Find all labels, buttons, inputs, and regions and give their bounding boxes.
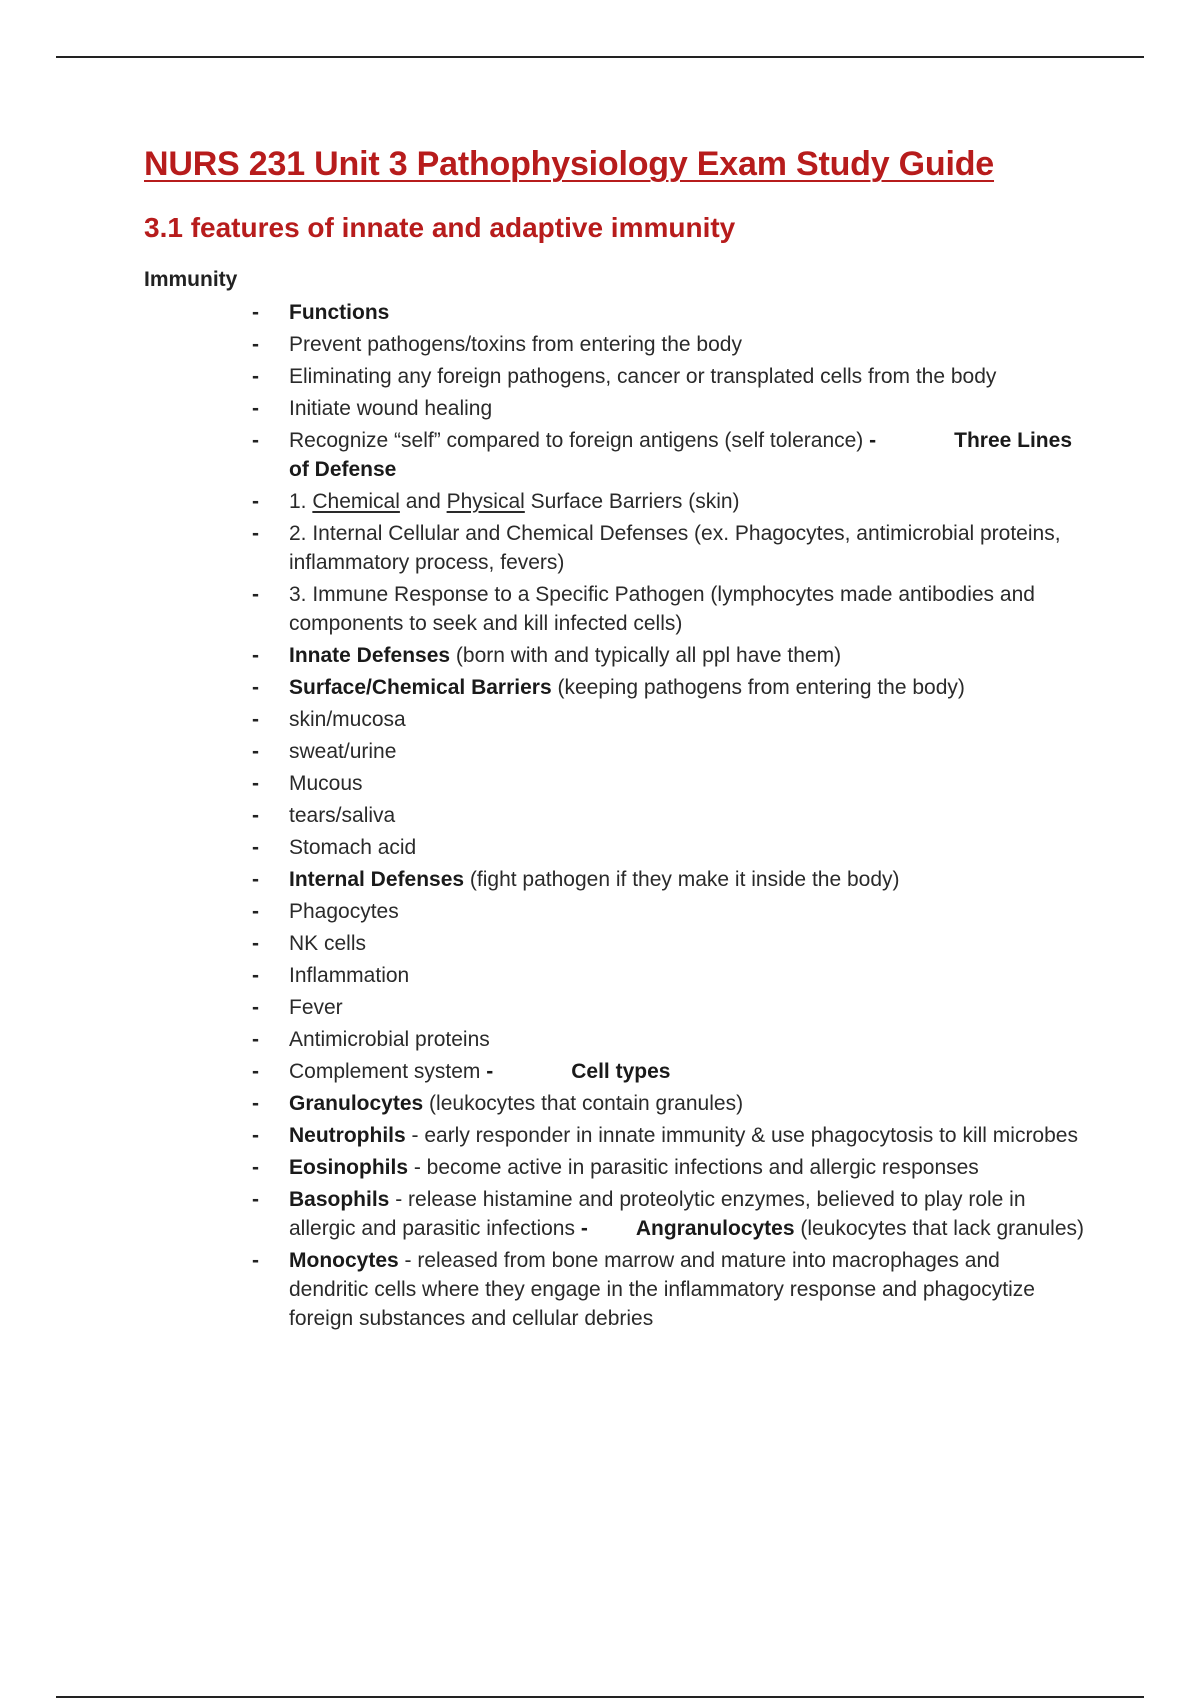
item-bold-label: Basophils [289, 1188, 390, 1211]
item-text: - early responder in innate immunity & use phagocytosis to kill microbes [405, 1124, 1078, 1147]
bullet-dash: - [252, 1249, 259, 1272]
list-item [144, 1089, 1084, 1118]
item-text: Mucous [289, 772, 363, 795]
bullet-dash: - [252, 301, 259, 324]
bullet-dash: - [252, 1028, 259, 1051]
item-text: skin/mucosa [289, 708, 406, 731]
item-text: 2. Internal Cellular and Chemical Defenses (ex. Phagocytes, antimicrobial proteins, inflammatory process, fevers) [289, 522, 1061, 574]
bullet-dash: - [252, 583, 259, 606]
bullet-dash: - [252, 868, 259, 891]
bullet-dash: - [252, 772, 259, 795]
list-item [144, 1025, 1084, 1054]
item-text: Phagocytes [289, 900, 399, 923]
item-text: - become active in parasitic infections and allergic responses [408, 1156, 979, 1179]
list-item [144, 330, 1084, 359]
item-text: Complement system [289, 1060, 487, 1083]
item-bold-label: Internal Defenses [289, 868, 465, 891]
item-text: (fight pathogen if they make it inside the body) [464, 868, 900, 891]
list-item [144, 641, 1084, 670]
item-bold-label: Three Lines of Defense [289, 429, 1072, 481]
section-label-immunity: Immunity [144, 268, 238, 291]
list-item [144, 769, 1084, 798]
list-item [144, 487, 1084, 516]
item-text: - release histamine and proteolytic enzymes, believed to play role in allergic and parasitic infections [289, 1188, 1026, 1240]
bullet-dash: - [252, 836, 259, 859]
item-bold-label: Functions [289, 301, 390, 324]
bullet-dash: - [252, 1060, 259, 1083]
list-item [144, 961, 1084, 990]
item-text: Antimicrobial proteins [289, 1028, 490, 1051]
document-title: NURS 231 Unit 3 Pathophysiology Exam Study Guide [144, 145, 995, 183]
bullet-dash: - [252, 964, 259, 987]
list-item [144, 519, 1084, 577]
list-item [144, 1185, 1084, 1243]
underlined-term: Physical [446, 490, 525, 513]
item-bold-label: Eosinophils [289, 1156, 409, 1179]
item-text: (leukocytes that contain granules) [423, 1092, 744, 1115]
list-item [144, 1057, 1084, 1086]
item-bold-label: Monocytes [289, 1249, 399, 1272]
bullet-dash: - [252, 1156, 259, 1179]
bullet-dash: - [252, 1188, 259, 1211]
item-text: Fever [289, 996, 343, 1019]
item-text: (leukocytes that lack granules) [794, 1217, 1084, 1240]
bullet-dash: - [252, 900, 259, 923]
list-item [144, 737, 1084, 766]
item-text: - released from bone marrow and mature into macrophages and dendritic cells where they engage in the inflammatory response and phagocytize foreign substances and cellular debries [289, 1249, 1035, 1330]
inline-dash: - [580, 1217, 588, 1240]
item-text: sweat/urine [289, 740, 397, 763]
item-text: Recognize “self” compared to foreign antigens (self tolerance) [289, 429, 870, 452]
item-text: (keeping pathogens from entering the body) [551, 676, 965, 699]
item-text: tears/saliva [289, 804, 396, 827]
bullet-dash: - [252, 676, 259, 699]
bullet-dash: - [252, 522, 259, 545]
list-item [144, 394, 1084, 423]
list-item [144, 580, 1084, 638]
list-item [144, 298, 1084, 327]
bullet-dash: - [252, 1092, 259, 1115]
list-item [144, 929, 1084, 958]
list-item [144, 897, 1084, 926]
section-heading: 3.1 features of innate and adaptive immunity [144, 212, 736, 243]
bullet-dash: - [252, 996, 259, 1019]
item-number: 1. [289, 490, 313, 513]
item-text: Initiate wound healing [289, 397, 493, 420]
list-item [144, 833, 1084, 862]
bullet-dash: - [252, 429, 259, 452]
item-bold-label: Surface/Chemical Barriers [289, 676, 552, 699]
bullet-dash: - [252, 397, 259, 420]
item-text: NK cells [289, 932, 367, 955]
inline-dash: - [869, 429, 877, 452]
item-text: and [399, 490, 447, 513]
list-item [144, 993, 1084, 1022]
list-item [144, 1246, 1084, 1333]
underlined-term: Chemical [312, 490, 400, 513]
item-text: Eliminating any foreign pathogens, cancer or transplated cells from the body [289, 365, 997, 388]
item-text: 3. Immune Response to a Specific Pathogen (lymphocytes made antibodies and components to seek and kill infected cells) [289, 583, 1035, 635]
list-item [144, 705, 1084, 734]
item-bold-label: Cell types [571, 1060, 671, 1083]
item-text: (born with and typically all ppl have them) [450, 644, 842, 667]
bullet-dash: - [252, 644, 259, 667]
item-bold-label: Granulocytes [289, 1092, 424, 1115]
list-item [144, 362, 1084, 391]
list-item [144, 1153, 1084, 1182]
bullet-dash: - [252, 740, 259, 763]
inline-dash: - [486, 1060, 494, 1083]
bullet-dash: - [252, 333, 259, 356]
list-item [144, 865, 1084, 894]
bullet-dash: - [252, 804, 259, 827]
item-text: Stomach acid [289, 836, 417, 859]
bullet-dash: - [252, 932, 259, 955]
bullet-list [144, 298, 1084, 1333]
item-bold-label: Angranulocytes [635, 1217, 795, 1240]
list-item [144, 673, 1084, 702]
bullet-dash: - [252, 708, 259, 731]
item-bold-label: Neutrophils [289, 1124, 406, 1147]
bottom-rule [56, 1696, 1144, 1698]
bullet-dash: - [252, 1124, 259, 1147]
list-item [144, 801, 1084, 830]
item-text: Prevent pathogens/toxins from entering the body [289, 333, 742, 356]
top-rule [56, 56, 1144, 58]
item-bold-label: Innate Defenses [289, 644, 451, 667]
item-text: Surface Barriers (skin) [524, 490, 740, 513]
item-text: Inflammation [289, 964, 410, 987]
list-item [144, 426, 1084, 484]
list-item [144, 1121, 1084, 1150]
bullet-dash: - [252, 365, 259, 388]
bullet-dash: - [252, 490, 259, 513]
document-body [144, 145, 1084, 1336]
